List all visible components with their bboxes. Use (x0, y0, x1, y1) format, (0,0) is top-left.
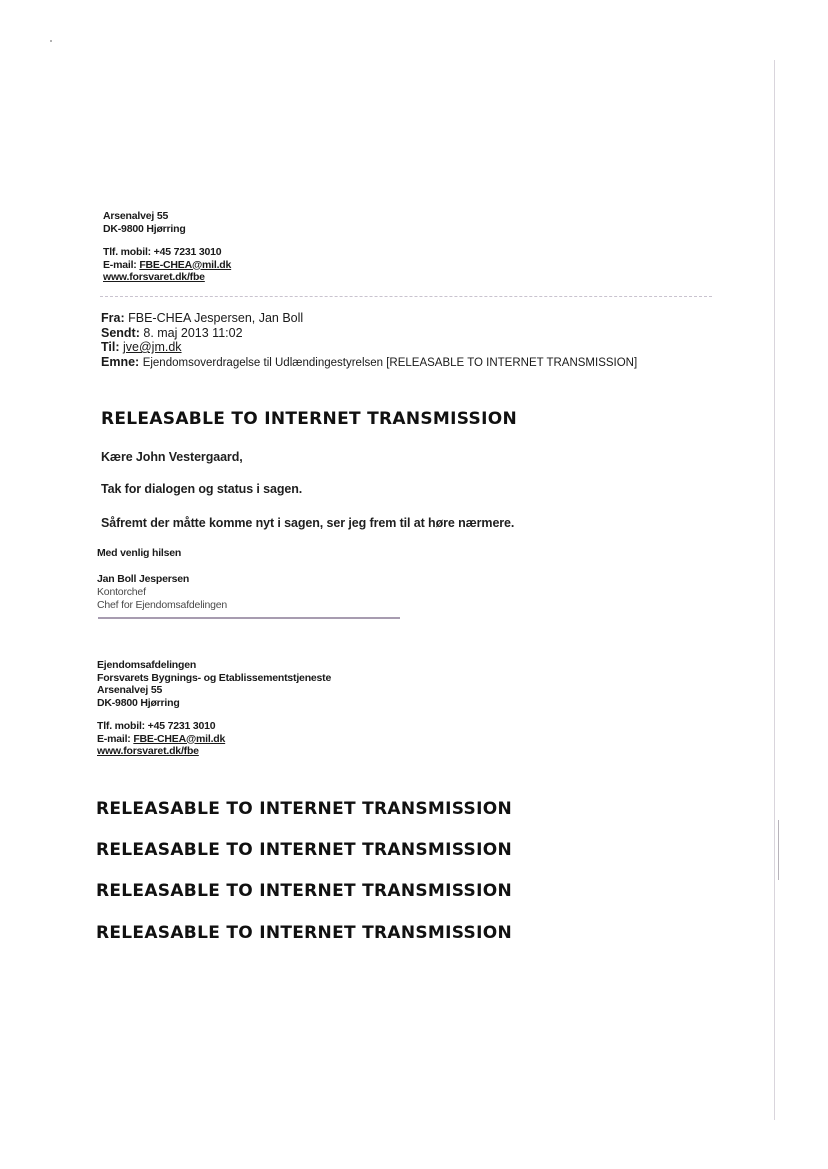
footer-classification-2: RELEASABLE TO INTERNET TRANSMISSION (96, 840, 512, 860)
signature-divider (98, 617, 400, 619)
body-paragraph-1: Tak for dialogen og status i sagen. (101, 482, 303, 496)
signer-name: Jan Boll Jespersen (97, 573, 190, 585)
email-line (97, 733, 331, 746)
to-value[interactable]: jve@jm.dk (123, 340, 182, 354)
closing: Med venlig hilsen (97, 547, 182, 559)
body-paragraph-2: Såfremt der måtte komme nyt i sagen, ser jeg frem til at høre nærmere. (101, 516, 515, 530)
from-row (101, 311, 637, 326)
sent-label: Sendt: (101, 325, 140, 340)
address-line-2: DK-9800 Hjørring (103, 222, 186, 235)
email-line (103, 259, 231, 272)
signer-title: Kontorchef (97, 586, 146, 598)
website-link[interactable]: www.forsvaret.dk/fbe (97, 745, 199, 757)
to-row (101, 340, 637, 355)
sent-value: 8. maj 2013 11:02 (143, 325, 243, 340)
scan-edge-line (774, 60, 775, 1120)
department-line: Ejendomsafdelingen (97, 659, 197, 671)
from-label: Fra: (101, 311, 125, 325)
from-value: FBE-CHEA Jespersen, Jan Boll (128, 311, 304, 325)
email-link[interactable]: FBE-CHEA@mil.dk (139, 258, 232, 271)
email-label: E-mail: (103, 258, 140, 271)
service-line: Forsvarets Bygnings- og Etablissementstjeneste (97, 671, 332, 684)
address-line-2: DK-9800 Hjørring (97, 696, 180, 709)
address-line-1: Arsenalvej 55 (103, 210, 169, 222)
footer-classification-1: RELEASABLE TO INTERNET TRANSMISSION (96, 799, 512, 819)
phone-line: Tlf. mobil: +45 7231 3010 (103, 246, 222, 258)
header-divider (100, 296, 712, 298)
email-link[interactable]: FBE-CHEA@mil.dk (133, 732, 226, 745)
top-signature-block (103, 210, 231, 284)
email-header (101, 311, 637, 370)
signer-department-title: Chef for Ejendomsafdelingen (97, 599, 228, 611)
classification-heading: RELEASABLE TO INTERNET TRANSMISSION (101, 409, 517, 429)
scan-speck (50, 40, 52, 42)
greeting: Kære John Vestergaard, (101, 450, 243, 464)
subject-label: Emne: (101, 354, 140, 369)
sent-row (101, 326, 637, 341)
address-line-1: Arsenalvej 55 (97, 684, 163, 696)
phone-line: Tlf. mobil: +45 7231 3010 (97, 720, 216, 732)
website-link[interactable]: www.forsvaret.dk/fbe (103, 271, 205, 283)
footer-classification-3: RELEASABLE TO INTERNET TRANSMISSION (96, 881, 512, 901)
subject-value: Ejendomsoverdragelse til Udlændingestyrelsen [RELEASABLE TO INTERNET TRANSMISSION] (142, 356, 638, 369)
to-label: Til: (101, 340, 120, 354)
scan-edge-mark (778, 820, 779, 880)
subject-row (101, 355, 637, 371)
footer-classification-4: RELEASABLE TO INTERNET TRANSMISSION (96, 923, 512, 943)
bottom-signature-block (97, 659, 331, 758)
email-label: E-mail: (97, 732, 134, 745)
